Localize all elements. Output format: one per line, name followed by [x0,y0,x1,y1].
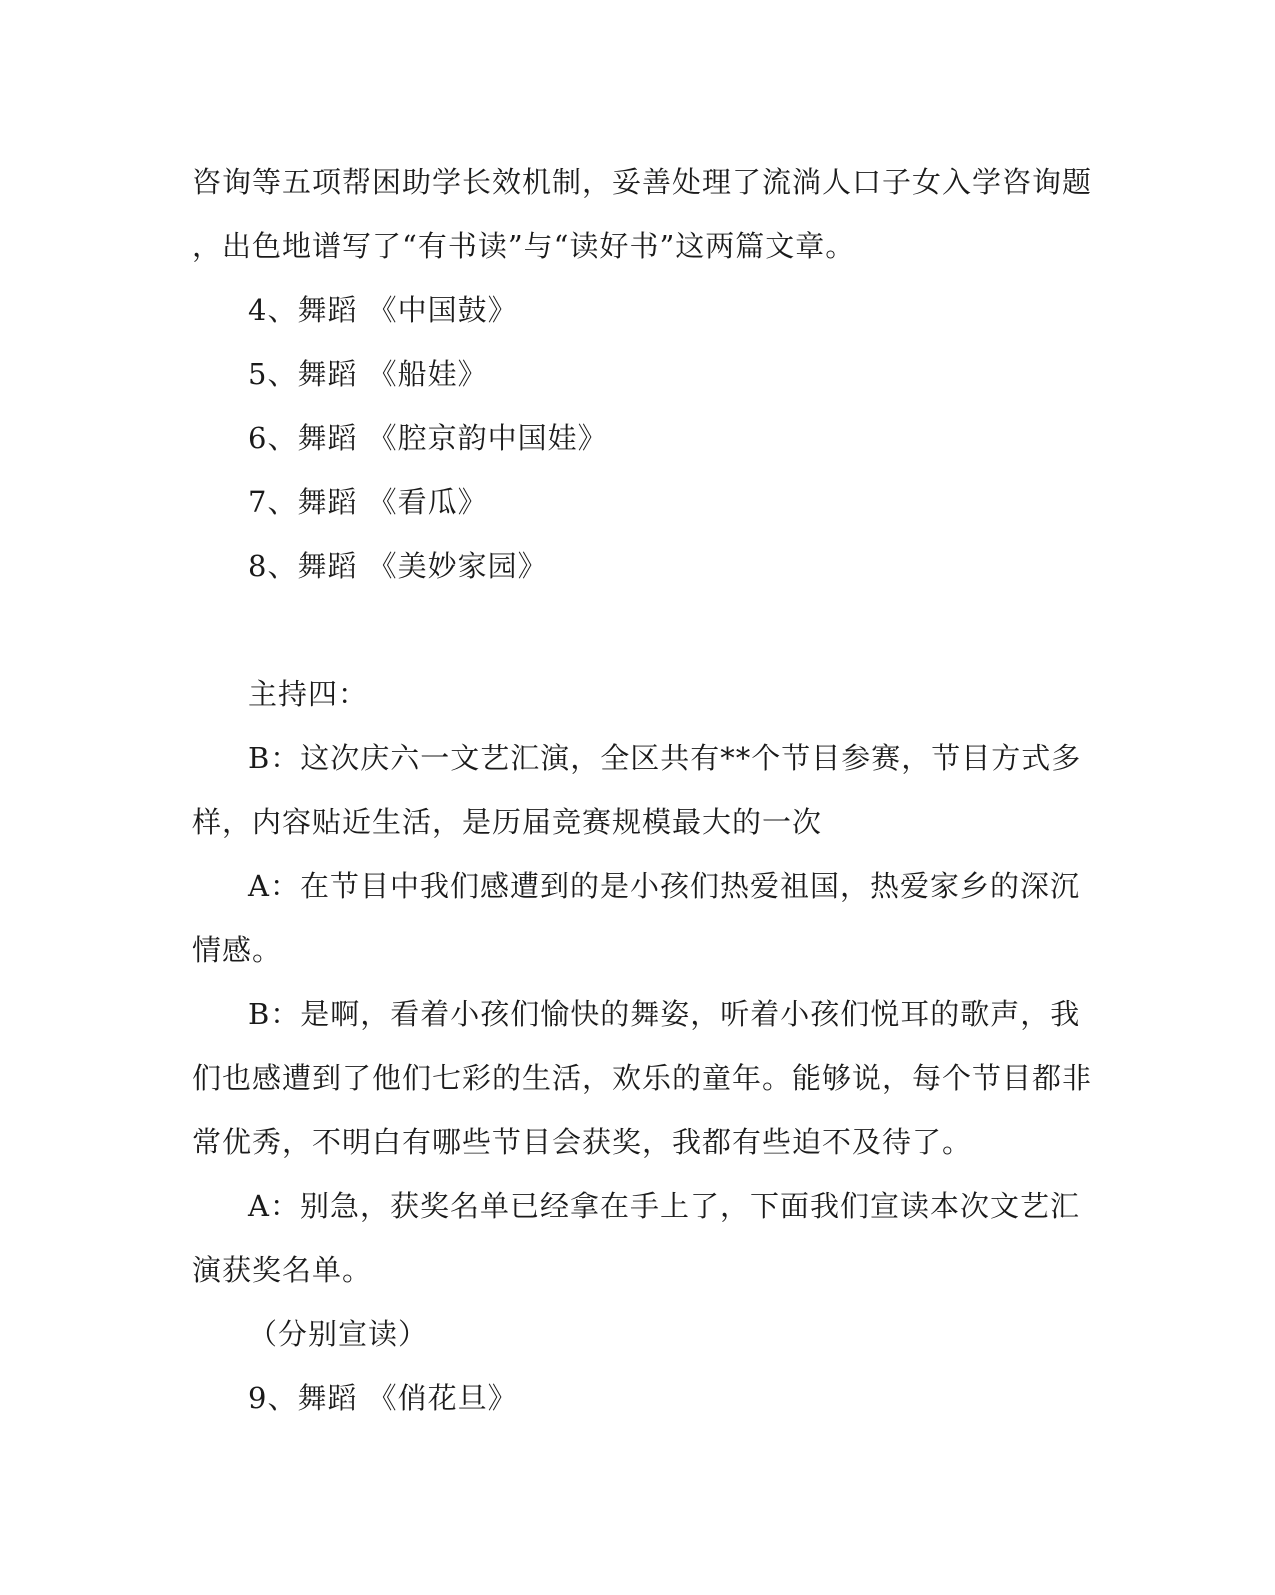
paragraph-line: 咨询等五项帮困助学长效机制，妥善处理了流淌人口子女入学咨询题 [192,165,1093,199]
dialogue-line: 样，内容贴近生活，是历届竞赛规模最大的一次 [192,805,823,839]
program-item: 6、舞蹈 《腔京韵中国娃》 [248,421,608,455]
dialogue-line: B：这次庆六一文艺汇演，全区共有**个节目参赛，节目方式多 [248,741,1082,775]
dialogue-line: 常优秀，不明白有哪些节目会获奖，我都有些迫不及待了。 [192,1125,973,1159]
program-item: 8、舞蹈 《美妙家园》 [248,549,548,583]
paragraph-line: ，出色地谱写了“有书读”与“读好书”这两篇文章。 [192,229,856,263]
dialogue-line: 演获奖名单。 [192,1253,373,1287]
program-item: 4、舞蹈 《中国鼓》 [248,293,518,327]
section-heading: 主持四： [248,677,369,711]
stage-direction: （分别宣读） [248,1317,429,1351]
dialogue-line: B：是啊，看着小孩们愉快的舞姿，听着小孩们悦耳的歌声，我 [248,997,1081,1031]
dialogue-line: 情感。 [192,933,283,967]
dialogue-line: A：在节目中我们感遭到的是小孩们热爱祖国，热爱家乡的深沉 [248,869,1080,903]
program-item: 9、舞蹈 《俏花旦》 [248,1381,518,1415]
program-item: 7、舞蹈 《看瓜》 [248,485,488,519]
program-item: 5、舞蹈 《船娃》 [248,357,488,391]
dialogue-line: A：别急，获奖名单已经拿在手上了，下面我们宣读本次文艺汇 [248,1189,1080,1223]
dialogue-line: 们也感遭到了他们七彩的生活，欢乐的童年。能够说，每个节目都非 [192,1061,1093,1095]
